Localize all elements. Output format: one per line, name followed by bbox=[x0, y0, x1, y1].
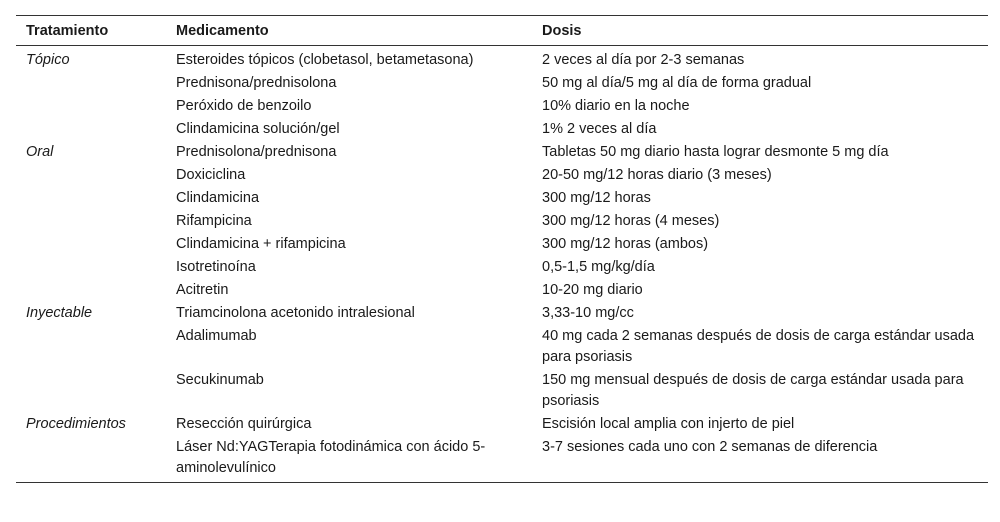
table-row bbox=[16, 233, 988, 256]
cell-medicamento: Secukinumab bbox=[176, 372, 264, 388]
cell-tratamiento bbox=[16, 256, 166, 279]
header-row bbox=[16, 16, 988, 46]
cell-medicamento: Resección quirúrgica bbox=[176, 416, 312, 432]
table-row bbox=[16, 141, 988, 164]
cell-tratamiento: Procedimientos bbox=[26, 416, 126, 432]
header-dosis: Dosis bbox=[532, 16, 988, 46]
cell-medicamento: Adalimumab bbox=[176, 328, 257, 344]
cell-medicamento: Prednisona/prednisolona bbox=[176, 75, 337, 91]
table-header bbox=[16, 16, 988, 46]
cell-dosis: 150 mg mensual después de dosis de carga estándar usada para psoriasis bbox=[542, 372, 964, 409]
cell-medicamento: Doxiciclina bbox=[176, 167, 246, 183]
cell-medicamento: Clindamicina + rifampicina bbox=[176, 236, 346, 252]
cell-tratamiento bbox=[16, 279, 166, 302]
table-row bbox=[16, 95, 988, 118]
table-row bbox=[16, 413, 988, 436]
cell-dosis: 0,5-1,5 mg/kg/día bbox=[542, 259, 655, 275]
cell-dosis: 10% diario en la noche bbox=[542, 98, 690, 114]
cell-dosis: 300 mg/12 horas bbox=[542, 190, 651, 206]
cell-tratamiento bbox=[16, 164, 166, 187]
cell-medicamento: Prednisolona/prednisona bbox=[176, 144, 337, 160]
cell-dosis: Escisión local amplia con injerto de piel bbox=[542, 416, 795, 432]
header-tratamiento: Tratamiento bbox=[16, 16, 166, 46]
cell-dosis: 300 mg/12 horas (4 meses) bbox=[542, 213, 720, 229]
cell-tratamiento bbox=[16, 210, 166, 233]
table-row bbox=[16, 279, 988, 302]
cell-dosis: 3-7 sesiones cada uno con 2 semanas de diferencia bbox=[532, 436, 988, 483]
cell-dosis: Tabletas 50 mg diario hasta lograr desmonte 5 mg día bbox=[542, 144, 889, 160]
cell-medicamento: Rifampicina bbox=[176, 213, 252, 229]
cell-tratamiento bbox=[16, 436, 166, 483]
cell-medicamento: Clindamicina solución/gel bbox=[176, 121, 340, 137]
cell-tratamiento: Tópico bbox=[26, 52, 70, 68]
table-row bbox=[16, 325, 988, 369]
cell-dosis: 1% 2 veces al día bbox=[542, 121, 657, 137]
table-row bbox=[16, 187, 988, 210]
cell-dosis: 10-20 mg diario bbox=[542, 282, 643, 298]
cell-dosis: 300 mg/12 horas (ambos) bbox=[542, 236, 709, 252]
cell-tratamiento bbox=[16, 233, 166, 256]
cell-tratamiento bbox=[16, 325, 166, 369]
cell-dosis: 20-50 mg/12 horas diario (3 meses) bbox=[542, 167, 772, 183]
cell-tratamiento bbox=[16, 118, 166, 141]
table-row bbox=[16, 302, 988, 325]
cell-dosis: 40 mg cada 2 semanas después de dosis de carga estándar usada para psoriasis bbox=[542, 328, 975, 365]
cell-medicamento: Peróxido de benzoilo bbox=[176, 98, 312, 114]
table-row bbox=[16, 72, 988, 95]
cell-dosis: 50 mg al día/5 mg al día de forma gradual bbox=[542, 75, 812, 91]
cell-tratamiento bbox=[16, 369, 166, 413]
cell-medicamento: Triamcinolona acetonido intralesional bbox=[176, 305, 415, 321]
cell-medicamento: Esteroides tópicos (clobetasol, betametasona) bbox=[176, 52, 474, 68]
table-row bbox=[16, 369, 988, 413]
cell-medicamento: Clindamicina bbox=[176, 190, 260, 206]
treatment-table bbox=[16, 15, 988, 483]
cell-tratamiento: Inyectable bbox=[26, 305, 93, 321]
table-row bbox=[16, 118, 988, 141]
table-body bbox=[16, 46, 988, 483]
header-medicamento: Medicamento bbox=[166, 16, 532, 46]
table-row bbox=[16, 256, 988, 279]
cell-dosis: 3,33-10 mg/cc bbox=[542, 305, 634, 321]
cell-dosis: 2 veces al día por 2-3 semanas bbox=[542, 52, 745, 68]
cell-tratamiento bbox=[16, 72, 166, 95]
cell-tratamiento bbox=[16, 95, 166, 118]
cell-medicamento: Acitretin bbox=[176, 282, 229, 298]
cell-tratamiento bbox=[16, 187, 166, 210]
cell-medicamento: Isotretinoína bbox=[176, 259, 256, 275]
cell-medicamento: Láser Nd:YAGTerapia fotodinámica con ácido 5- aminolevulínico bbox=[166, 436, 532, 483]
table-row bbox=[16, 164, 988, 187]
table-row bbox=[16, 436, 988, 483]
cell-tratamiento: Oral bbox=[26, 144, 54, 160]
table-row bbox=[16, 210, 988, 233]
table-row bbox=[16, 46, 988, 73]
